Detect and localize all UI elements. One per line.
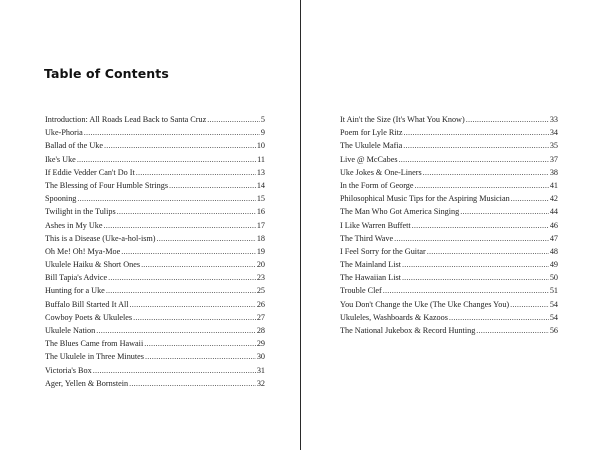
toc-entry — [45, 179, 265, 192]
toc-entry-title: Poem for Lyle Ritz — [340, 128, 403, 138]
toc-entry-title: The Ukulele in Three Minutes — [45, 352, 144, 362]
dot-leader — [145, 350, 256, 363]
toc-entry-title: The Hawaiian List — [340, 273, 401, 283]
page-gutter-divider — [300, 0, 301, 450]
toc-entry-page-number: 10 — [256, 141, 265, 151]
dot-leader — [510, 298, 549, 311]
toc-entry-page-number: 5 — [260, 115, 265, 124]
toc-entry-page-number: 35 — [549, 141, 558, 151]
toc-entry — [340, 324, 558, 337]
dot-leader — [129, 377, 256, 390]
toc-entry-title: It Ain't the Size (It's What You Know) — [340, 115, 465, 124]
toc-entry-title: The National Jukebox & Record Hunting — [340, 326, 476, 335]
toc-right-column — [340, 113, 558, 337]
toc-entry-title: Buffalo Bill Started It All — [45, 299, 129, 309]
toc-entry-page-number: 42 — [549, 194, 558, 204]
dot-leader — [476, 324, 549, 337]
toc-entry-page-number: 34 — [549, 128, 558, 138]
toc-entry-page-number: 51 — [549, 286, 558, 296]
dot-leader — [130, 298, 256, 311]
dot-leader — [511, 192, 549, 205]
toc-entry-page-number: 9 — [260, 128, 265, 138]
dot-leader — [157, 232, 256, 245]
toc-entry — [340, 126, 558, 139]
toc-entry-page-number: 29 — [256, 339, 265, 349]
dot-leader — [93, 364, 256, 377]
dot-leader — [136, 166, 256, 179]
toc-entry-page-number: 38 — [549, 167, 558, 177]
dot-leader — [449, 311, 549, 324]
toc-entry-title: The Man Who Got America Singing — [340, 207, 460, 217]
toc-entry-title: Uke-Phoria — [45, 128, 83, 138]
toc-entry-title: If Eddie Vedder Can't Do It — [45, 167, 135, 177]
toc-entry-page-number: 49 — [549, 260, 558, 270]
toc-entry — [340, 166, 558, 179]
toc-entry — [45, 153, 265, 166]
toc-entry-title: Bill Tapia's Advice — [45, 273, 108, 283]
toc-entry-title: Ukulele Haiku & Short Ones — [45, 260, 141, 270]
toc-entry-page-number: 23 — [256, 273, 265, 283]
toc-entry — [340, 113, 558, 126]
toc-entry-title: The Blues Came from Hawaii — [45, 339, 144, 349]
dot-leader — [77, 192, 255, 205]
toc-entry-page-number: 46 — [549, 220, 558, 230]
toc-entry-title: Oh Me! Oh! Mya-Moe — [45, 246, 121, 256]
toc-entry-title: Ashes in My Uke — [45, 220, 103, 230]
toc-entry-title: The Blessing of Four Humble Strings — [45, 180, 169, 190]
toc-entry — [45, 271, 265, 284]
dot-leader — [403, 139, 549, 152]
toc-entry-page-number: 15 — [256, 194, 265, 204]
toc-entry-title: Ballad of the Uke — [45, 141, 103, 151]
toc-entry — [45, 245, 265, 258]
dot-leader — [144, 337, 256, 350]
toc-entry — [45, 258, 265, 271]
toc-entry-page-number: 19 — [256, 246, 265, 256]
toc-entry — [45, 139, 265, 152]
toc-entry-title: Cowboy Poets & Ukuleles — [45, 312, 133, 322]
toc-entry-title: Trouble Clef — [340, 286, 382, 296]
toc-entry-page-number: 48 — [549, 246, 558, 256]
dot-leader — [77, 153, 256, 166]
toc-entry-page-number: 56 — [549, 326, 558, 335]
toc-entry — [45, 377, 265, 390]
toc-entry-title: Ike's Uke — [45, 154, 76, 164]
dot-leader — [96, 324, 256, 337]
toc-entry-title: Hunting for a Uke — [45, 286, 105, 296]
toc-entry — [45, 219, 265, 232]
toc-entry-title: Philosophical Music Tips for the Aspiring Musician — [340, 194, 510, 204]
toc-entry — [340, 245, 558, 258]
toc-entry — [45, 350, 265, 363]
toc-entry — [340, 232, 558, 245]
toc-entry-title: Victoria's Box — [45, 365, 92, 375]
dot-leader — [133, 311, 256, 324]
dot-leader — [460, 205, 549, 218]
toc-entry-page-number: 28 — [256, 326, 265, 335]
toc-entry-title: In the Form of George — [340, 180, 414, 190]
toc-entry — [340, 258, 558, 271]
toc-entry — [45, 232, 265, 245]
toc-entry-title: Ager, Yellen & Bornstein — [45, 378, 129, 388]
toc-entry-title: Twilight in the Tulips — [45, 207, 116, 217]
toc-entry — [340, 192, 558, 205]
toc-entry — [45, 192, 265, 205]
toc-entry-title: I Like Warren Buffett — [340, 220, 411, 230]
toc-entry — [340, 219, 558, 232]
toc-entry-page-number: 20 — [256, 260, 265, 270]
dot-leader — [423, 166, 549, 179]
dot-leader — [394, 232, 549, 245]
toc-entry — [45, 337, 265, 350]
toc-entry — [340, 205, 558, 218]
dot-leader — [121, 245, 256, 258]
dot-leader — [104, 139, 256, 152]
toc-entry-page-number: 54 — [549, 312, 558, 322]
toc-entry — [340, 153, 558, 166]
toc-entry-page-number: 47 — [549, 233, 558, 243]
dot-leader — [207, 113, 260, 126]
dot-leader — [117, 205, 256, 218]
toc-entry-title: Introduction: All Roads Lead Back to Santa Cruz — [45, 115, 207, 124]
page-title: Table of Contents — [44, 66, 169, 81]
toc-entry-page-number: 14 — [256, 180, 265, 190]
toc-entry-title: The Ukulele Mafia — [340, 141, 403, 151]
dot-leader — [141, 258, 256, 271]
dot-leader — [402, 258, 549, 271]
dot-leader — [169, 179, 256, 192]
dot-leader — [412, 219, 549, 232]
toc-entry — [340, 311, 558, 324]
toc-entry — [45, 205, 265, 218]
toc-entry-page-number: 17 — [256, 220, 265, 230]
toc-entry-page-number: 25 — [256, 286, 265, 296]
dot-leader — [402, 271, 549, 284]
dot-leader — [383, 284, 549, 297]
toc-entry — [45, 311, 265, 324]
toc-entry-title: I Feel Sorry for the Guitar — [340, 246, 426, 256]
toc-entry — [45, 113, 265, 126]
toc-entry-page-number: 26 — [256, 299, 265, 309]
toc-entry — [340, 298, 558, 311]
toc-entry — [340, 271, 558, 284]
toc-entry-page-number: 54 — [549, 299, 558, 309]
dot-leader — [466, 113, 549, 126]
toc-entry-page-number: 27 — [256, 312, 265, 322]
toc-entry-page-number: 31 — [256, 365, 265, 375]
toc-entry — [45, 126, 265, 139]
toc-entry-title: This is a Disease (Uke-a-hol-ism) — [45, 233, 156, 243]
dot-leader — [108, 271, 256, 284]
toc-entry-page-number: 16 — [256, 207, 265, 217]
dot-leader — [104, 219, 256, 232]
toc-entry-title: The Third Wave — [340, 233, 394, 243]
toc-entry-title: Spooning — [45, 194, 77, 204]
toc-entry-title: Uke Jokes & One-Liners — [340, 167, 422, 177]
toc-entry-page-number: 50 — [549, 273, 558, 283]
toc-entry-page-number: 11 — [257, 154, 265, 164]
toc-entry-page-number: 41 — [549, 180, 558, 190]
toc-entry-page-number: 18 — [256, 233, 265, 243]
dot-leader — [404, 126, 549, 139]
toc-left-column — [45, 113, 265, 390]
dot-leader — [415, 179, 549, 192]
toc-entry-page-number: 37 — [549, 154, 558, 164]
dot-leader — [427, 245, 549, 258]
toc-entry-title: Ukulele Nation — [45, 326, 96, 335]
toc-entry-page-number: 30 — [256, 352, 265, 362]
toc-entry-page-number: 13 — [256, 167, 265, 177]
dot-leader — [399, 153, 549, 166]
dot-leader — [84, 126, 260, 139]
dot-leader — [106, 284, 256, 297]
toc-entry-title: Live @ McCabes — [340, 154, 398, 164]
toc-entry-title: Ukuleles, Washboards & Kazoos — [340, 312, 448, 322]
toc-entry — [340, 179, 558, 192]
toc-entry — [45, 298, 265, 311]
toc-entry-page-number: 33 — [549, 115, 558, 124]
toc-entry — [340, 284, 558, 297]
toc-entry-page-number: 44 — [549, 207, 558, 217]
toc-entry-title: The Mainland List — [340, 260, 401, 270]
toc-entry — [45, 166, 265, 179]
toc-entry — [340, 139, 558, 152]
toc-entry — [45, 284, 265, 297]
toc-entry — [45, 324, 265, 337]
toc-entry-page-number: 32 — [256, 378, 265, 388]
toc-entry — [45, 364, 265, 377]
toc-entry-title: You Don't Change the Uke (The Uke Changes You) — [340, 299, 510, 309]
